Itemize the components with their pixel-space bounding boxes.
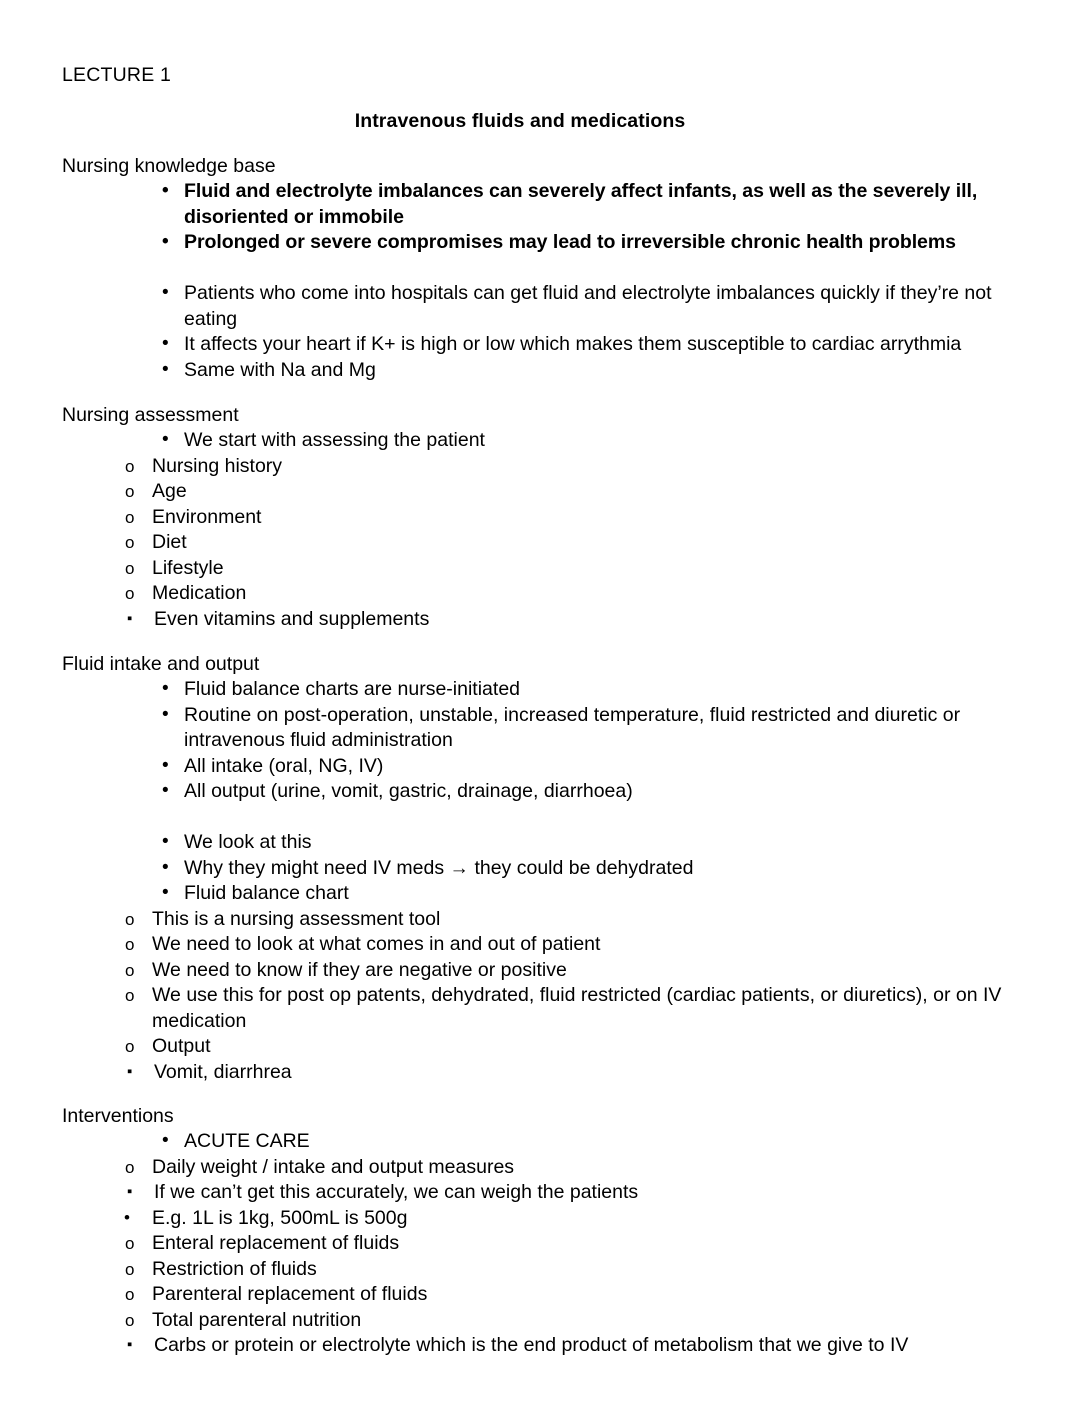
bullet-list-interventions	[62, 1129, 1018, 1155]
list-item: • Patients who come into hospitals can get fluid and electrolyte imbalances quickly if they’re not eating	[162, 281, 1018, 332]
list-item: • All intake (oral, NG, IV)	[162, 754, 1018, 780]
list-item: • E.g. 1L is 1kg, 500mL is 500g	[124, 1206, 1018, 1232]
list-item: o Nursing history	[125, 454, 1018, 480]
bullet-group-spacer	[62, 256, 1018, 282]
bullet-group-spacer	[62, 805, 1018, 831]
section-heading-fluid-intake-output: Fluid intake and output	[62, 653, 260, 675]
section-heading-nursing-assessment: Nursing assessment	[62, 404, 239, 426]
list-item: o Age	[125, 479, 1018, 505]
list-item: • Routine on post-operation, unstable, increased temperature, fluid restricted and diuretic or intravenous fluid administration	[162, 703, 1018, 754]
section-heading-nursing-knowledge-base: Nursing knowledge base	[62, 155, 276, 177]
bullet-list-knowledge-bold	[62, 179, 1018, 256]
list-item: o We need to look at what comes in and out of patient	[125, 932, 1018, 958]
list-item: o Output	[125, 1034, 1018, 1060]
bullet-list-output-subs	[62, 1060, 1018, 1086]
list-item: o Total parenteral nutrition	[125, 1308, 1018, 1334]
list-item: o Restriction of fluids	[125, 1257, 1018, 1283]
list-item: o Medication	[125, 581, 1018, 607]
list-item: o This is a nursing assessment tool	[125, 907, 1018, 933]
bullet-list-acute-care-subs-b	[62, 1231, 1018, 1333]
list-item: ▪ Carbs or protein or electrolyte which is the end product of metabolism that we give to IV	[127, 1333, 1018, 1359]
section-heading-interventions: Interventions	[62, 1105, 174, 1127]
bullet-list-assessment	[62, 428, 1018, 454]
bullet-list-acute-care-subs-a	[62, 1155, 1018, 1181]
bullet-list-assessment-subs	[62, 454, 1018, 607]
list-item: ▪ Even vitamins and supplements	[127, 607, 1018, 633]
bullet-list-knowledge-plain	[62, 281, 1018, 383]
bullet-list-daily-weight-subs	[62, 1180, 1018, 1206]
list-item: o Enteral replacement of fluids	[125, 1231, 1018, 1257]
list-item: • We start with assessing the patient	[162, 428, 1018, 454]
bullet-list-tpn-subs	[62, 1333, 1018, 1359]
bullet-list-fluid-group-one	[62, 677, 1018, 805]
list-item: o Daily weight / intake and output measures	[125, 1155, 1018, 1181]
list-item: • It affects your heart if K+ is high or low which makes them susceptible to cardiac arrythmia	[162, 332, 1018, 358]
list-item: • We look at this	[162, 830, 1018, 856]
list-item: ▪ If we can’t get this accurately, we can weigh the patients	[127, 1180, 1018, 1206]
list-item: • Fluid balance chart	[162, 881, 1018, 907]
list-item: o Parenteral replacement of fluids	[125, 1282, 1018, 1308]
list-item: ▪ Vomit, diarrhrea	[127, 1060, 1018, 1086]
list-item: • Fluid and electrolyte imbalances can severely affect infants, as well as the severely ill, disoriented or immobile	[162, 179, 1018, 230]
bullet-list-fluid-balance-chart-subs	[62, 907, 1018, 1060]
list-item: • Why they might need IV meds → they could be dehydrated	[162, 856, 1018, 882]
list-item: o We use this for post op patents, dehydrated, fluid restricted (cardiac patients, or diuretics), or on IV medication	[125, 983, 1012, 1034]
list-item: o Diet	[125, 530, 1018, 556]
list-item: • Same with Na and Mg	[162, 358, 1018, 384]
lecture-label: LECTURE 1	[62, 64, 172, 86]
list-item: o Environment	[125, 505, 1018, 531]
list-item: • All output (urine, vomit, gastric, drainage, diarrhoea)	[162, 779, 1018, 805]
document-title: Intravenous fluids and medications	[354, 110, 686, 132]
list-item: o We need to know if they are negative or positive	[125, 958, 1018, 984]
bullet-list-daily-weight-sub-subs	[62, 1206, 1018, 1232]
list-item-acute-care: • ACUTE CARE	[162, 1129, 1018, 1155]
bullet-list-medication-subs	[62, 607, 1018, 633]
list-item: • Fluid balance charts are nurse-initiated	[162, 677, 1018, 703]
list-item: • Prolonged or severe compromises may lead to irreversible chronic health problems	[162, 230, 1018, 256]
list-item: o Lifestyle	[125, 556, 1018, 582]
bullet-list-fluid-group-two	[62, 830, 1018, 907]
